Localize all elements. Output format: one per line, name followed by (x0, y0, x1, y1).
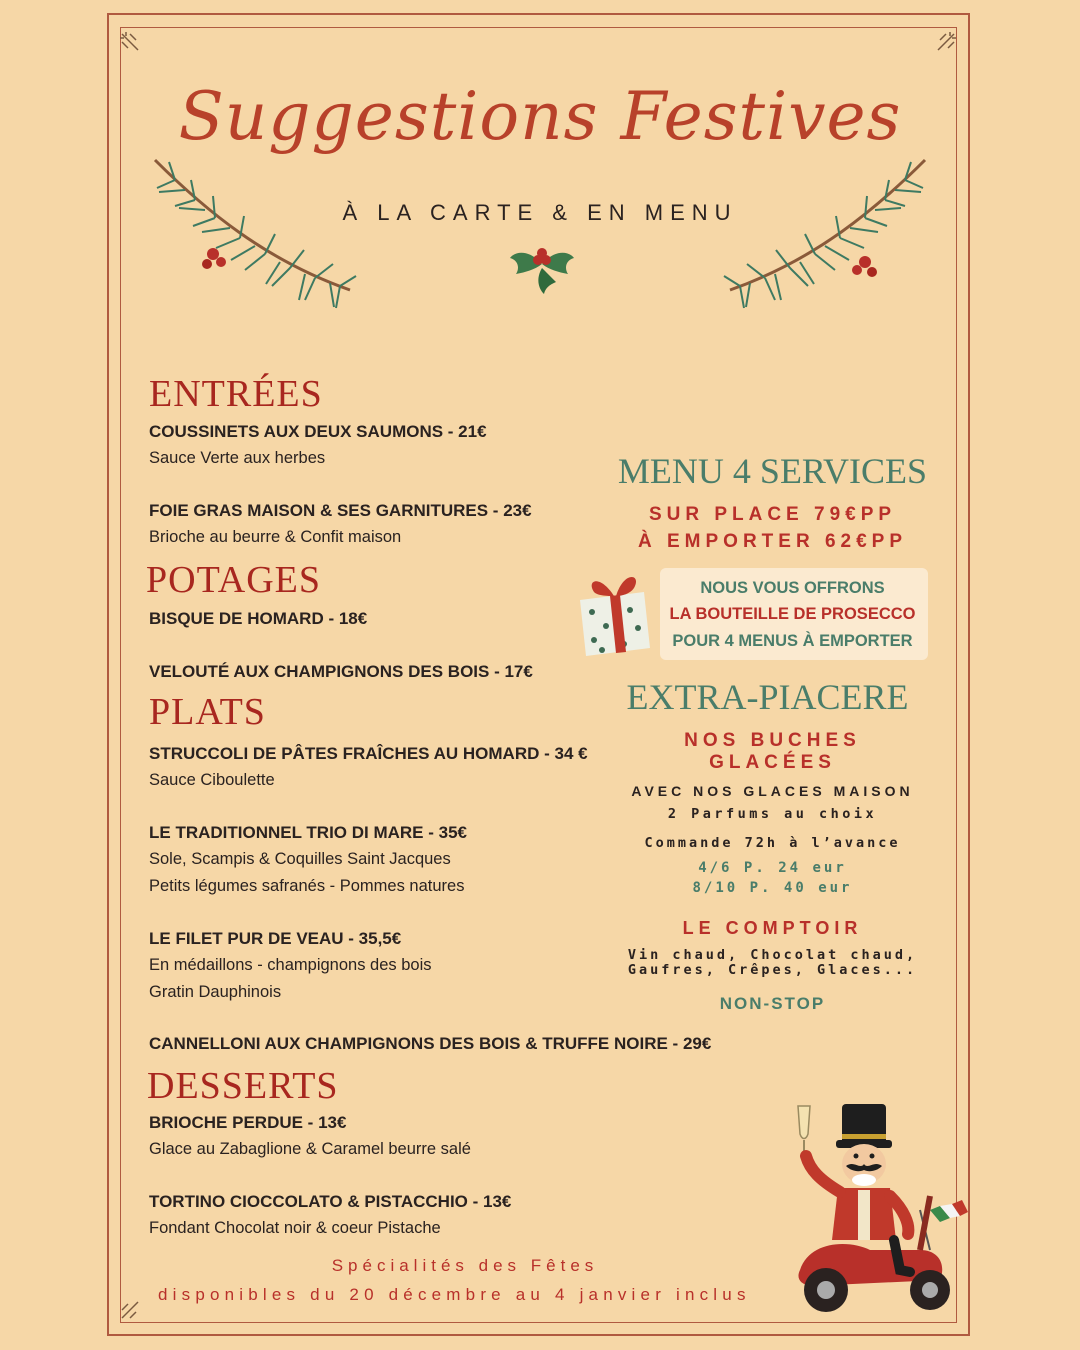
dish-description: Brioche au beurre & Confit maison (149, 528, 402, 546)
glaces-maison: AVEC NOS GLACES MAISON (631, 783, 914, 799)
dish-description: Sauce Ciboulette (149, 771, 275, 789)
corner-ornament-icon (118, 30, 144, 56)
menu-price-onsite: SUR PLACE 79€PP (648, 504, 897, 525)
dish-name: LE FILET PUR DE VEAU - 35,5€ (149, 929, 402, 948)
corner-ornament-icon (932, 30, 958, 56)
section-title-entrees: ENTRÉES (149, 373, 323, 415)
menu-title: MENU 4 SERVICES (617, 451, 928, 491)
gift-icon (572, 566, 656, 660)
section-title-plats: PLATS (149, 691, 266, 733)
dish-description: Petits légumes safranés - Pommes natures (149, 877, 465, 895)
commande: Commande 72h à l’avance (644, 835, 901, 851)
page-subtitle: À LA CARTE & EN MENU (342, 200, 738, 225)
buches-line-1: NOS BUCHES (684, 730, 861, 751)
section-title-potages: POTAGES (146, 559, 321, 601)
dish-description: Gratin Dauphinois (149, 983, 282, 1001)
offer-line-1: NOUS VOUS OFFRONS (700, 579, 885, 597)
footer-line-1: Spécialités des Fêtes (331, 1256, 599, 1275)
offer-line-2: LA BOUTEILLE DE PROSECCO (669, 605, 916, 623)
comptoir-line-2: Gaufres, Crêpes, Glaces... (627, 962, 918, 978)
comptoir-title: LE COMPTOIR (682, 918, 863, 938)
dish-description: En médaillons - champignons des bois (149, 956, 432, 974)
nonstop: NON-STOP (719, 994, 826, 1013)
section-title-desserts: DESSERTS (147, 1065, 339, 1107)
page-title: Suggestions Festives (178, 78, 902, 155)
dish-description: Glace au Zabaglione & Caramel beurre salé (149, 1140, 471, 1158)
pine-branch-right-icon (720, 150, 935, 325)
menu-price-takeaway: À EMPORTER 62€PP (638, 531, 907, 552)
offer-line-3: POUR 4 MENUS À EMPORTER (672, 632, 913, 650)
dish-name: LE TRADITIONNEL TRIO DI MARE - 35€ (149, 823, 467, 842)
dish-name: FOIE GRAS MAISON & SES GARNITURES - 23€ (149, 501, 532, 520)
extra-title: EXTRA-PIACERE (626, 677, 909, 717)
dish-name: BISQUE DE HOMARD - 18€ (149, 609, 368, 628)
parfums: 2 Parfums au choix (667, 806, 878, 822)
holly-icon (508, 238, 576, 296)
dish-description: Fondant Chocolat noir & coeur Pistache (149, 1219, 441, 1237)
dish-name: COUSSINETS AUX DEUX SAUMONS - 21€ (149, 422, 487, 441)
comptoir-line-1: Vin chaud, Chocolat chaud, (627, 947, 918, 963)
dish-name: TORTINO CIOCCOLATO & PISTACCHIO - 13€ (149, 1192, 512, 1211)
dish-name: VELOUTÉ AUX CHAMPIGNONS DES BOIS - 17€ (149, 662, 533, 681)
corner-ornament-icon (118, 1296, 144, 1322)
pine-branch-left-icon (145, 150, 360, 325)
price-large: 8/10 P. 40 eur (692, 880, 853, 896)
price-small: 4/6 P. 24 eur (698, 860, 847, 876)
dish-name: CANNELLONI AUX CHAMPIGNONS DES BOIS & TRUFFE NOIRE - 29€ (149, 1034, 712, 1053)
footer-line-2: disponibles du 20 décembre au 4 janvier inclus (158, 1285, 751, 1304)
nutcracker-scooter-icon (770, 1100, 970, 1320)
buches-line-2: GLACÉES (709, 752, 836, 773)
dish-name: BRIOCHE PERDUE - 13€ (149, 1113, 347, 1132)
dish-description: Sole, Scampis & Coquilles Saint Jacques (149, 850, 451, 868)
dish-description: Sauce Verte aux herbes (149, 449, 326, 467)
dish-name: STRUCCOLI DE PÂTES FRAÎCHES AU HOMARD - 34 € (149, 744, 588, 763)
